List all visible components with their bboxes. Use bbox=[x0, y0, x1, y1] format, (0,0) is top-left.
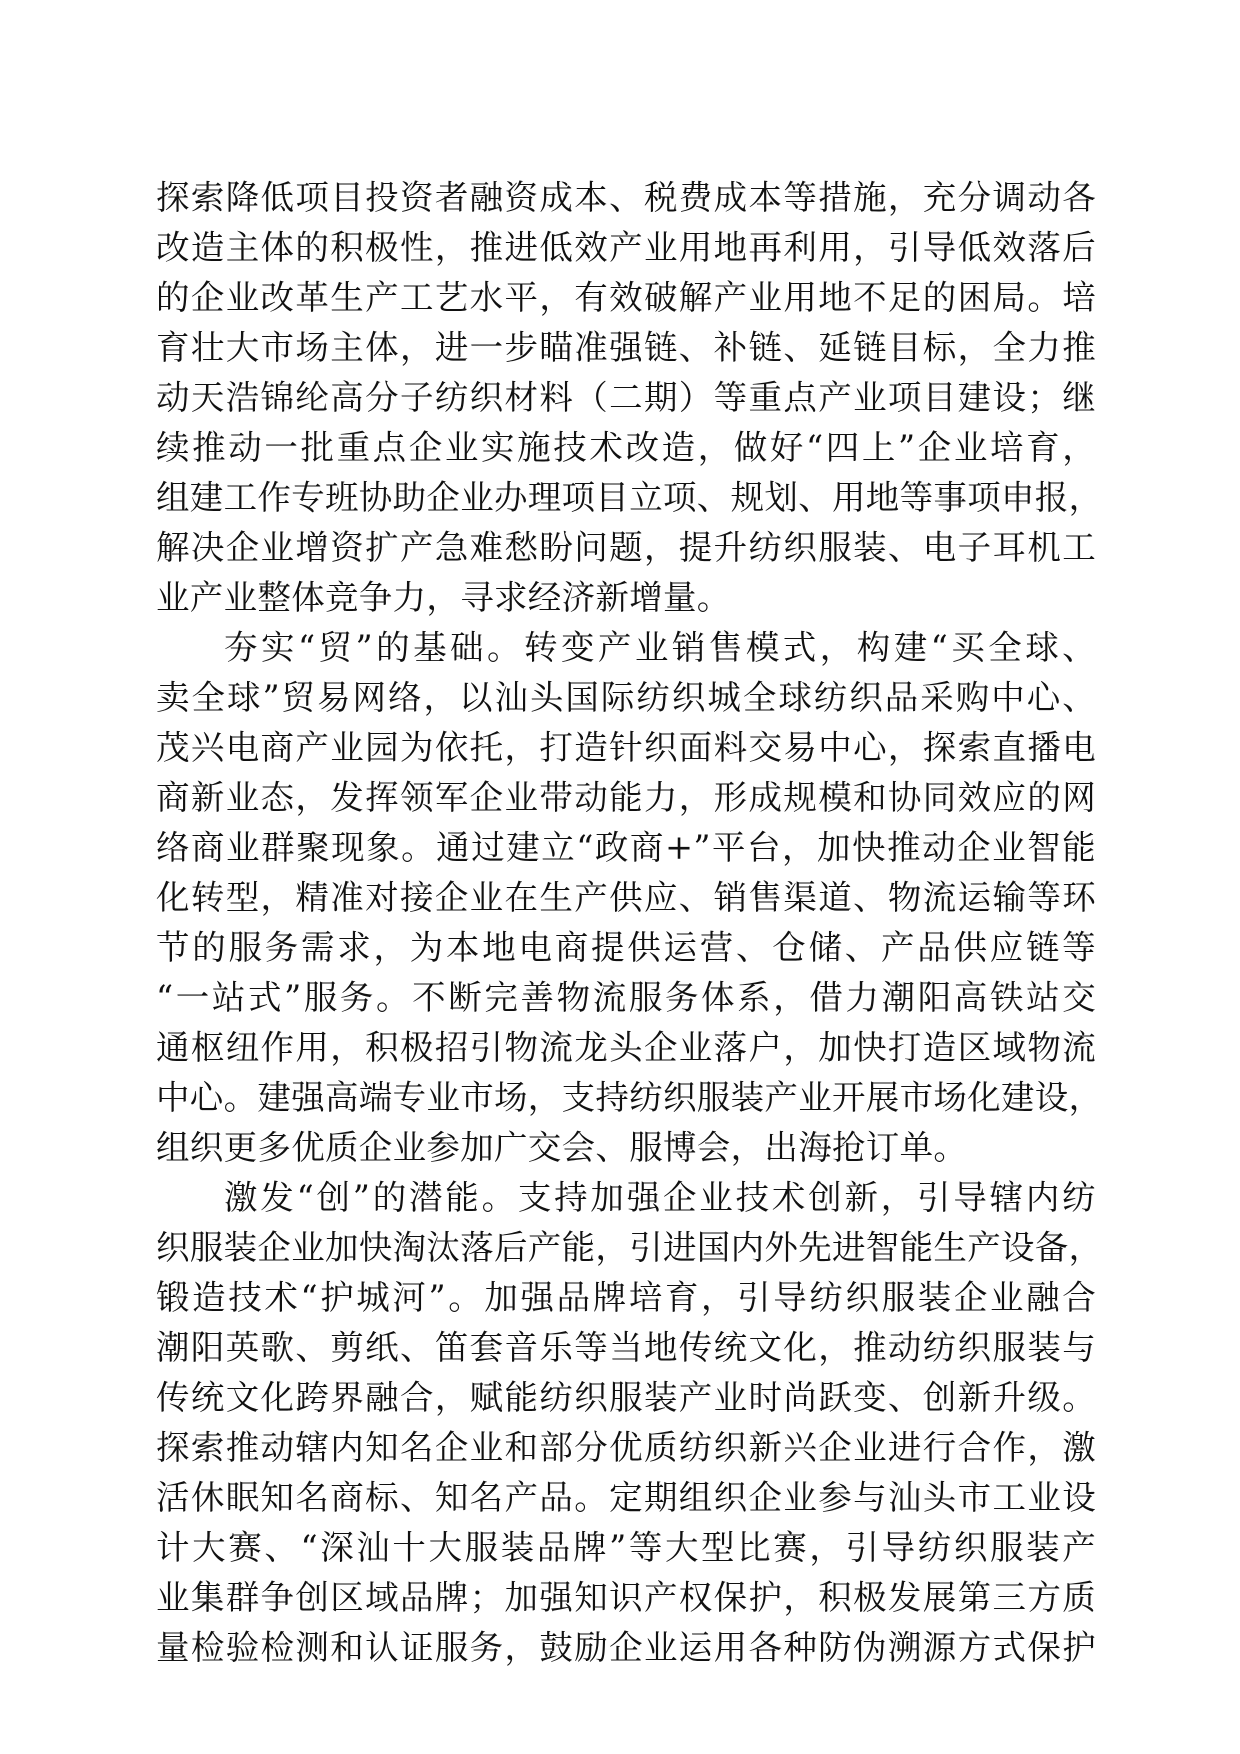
paragraph-trade bbox=[156, 623, 1103, 1173]
text-line: 通枢纽作用，积极招引物流龙头企业落户，加快打造区域物流 bbox=[156, 1028, 1096, 1067]
text-line: 茂兴电商产业园为依托，打造针织面料交易中心，探索直播电 bbox=[156, 728, 1096, 767]
text-line: 动天浩锦纶高分子纺织材料（二期）等重点产业项目建设；继 bbox=[156, 378, 1096, 417]
text-line: 传统文化跨界融合，赋能纺织服装产业时尚跃变、创新升级。 bbox=[156, 1378, 1096, 1417]
paragraph-innovation bbox=[156, 1173, 1103, 1673]
text-line: 量检验检测和认证服务，鼓励企业运用各种防伪溯源方式保护 bbox=[156, 1628, 1096, 1667]
text-line: 节的服务需求，为本地电商提供运营、仓储、产品供应链等 bbox=[156, 928, 1096, 967]
text-line: 组建工作专班协助企业办理项目立项、规划、用地等事项申报， bbox=[156, 478, 1103, 517]
text-line: 织服装企业加快淘汰落后产能，引进国内外先进智能生产设备， bbox=[156, 1228, 1103, 1267]
text-line: 解决企业增资扩产急难愁盼问题，提升纺织服装、电子耳机工 bbox=[156, 528, 1096, 567]
text-line: 改造主体的积极性，推进低效产业用地再利用，引导低效落后 bbox=[156, 228, 1096, 267]
text-line: 的企业改革生产工艺水平，有效破解产业用地不足的困局。培 bbox=[156, 278, 1096, 317]
text-line: 络商业群聚现象。通过建立“政商+”平台，加快推动企业智能 bbox=[156, 828, 1096, 867]
paragraph-land-use bbox=[156, 173, 1103, 623]
text-line: 化转型，精准对接企业在生产供应、销售渠道、物流运输等环 bbox=[156, 878, 1096, 917]
text-line: 探索推动辖内知名企业和部分优质纺织新兴企业进行合作，激 bbox=[156, 1428, 1096, 1467]
text-line: 探索降低项目投资者融资成本、税费成本等措施，充分调动各 bbox=[156, 178, 1096, 217]
text-line: “一站式”服务。不断完善物流服务体系，借力潮阳高铁站交 bbox=[156, 978, 1096, 1017]
text-line: 组织更多优质企业参加广交会、服博会，出海抢订单。 bbox=[156, 1128, 968, 1167]
text-line: 潮阳英歌、剪纸、笛套音乐等当地传统文化，推动纺织服装与 bbox=[156, 1328, 1096, 1367]
text-line: 锻造技术“护城河”。加强品牌培育，引导纺织服装企业融合 bbox=[156, 1278, 1096, 1317]
text-line: 育壮大市场主体，进一步瞄准强链、补链、延链目标，全力推 bbox=[156, 328, 1096, 367]
text-line: 卖全球”贸易网络，以汕头国际纺织城全球纺织品采购中心、 bbox=[156, 678, 1096, 717]
text-line: 业集群争创区域品牌；加强知识产权保护，积极发展第三方质 bbox=[156, 1578, 1096, 1617]
document-body bbox=[156, 173, 1103, 1673]
text-line: 激发“创”的潜能。支持加强企业技术创新，引导辖内纺 bbox=[224, 1178, 1096, 1217]
text-line: 夯实“贸”的基础。转变产业销售模式，构建“买全球、 bbox=[224, 628, 1096, 667]
text-line: 活休眠知名商标、知名产品。定期组织企业参与汕头市工业设 bbox=[156, 1478, 1096, 1517]
text-line: 业产业整体竞争力，寻求经济新增量。 bbox=[156, 578, 731, 617]
text-line: 续推动一批重点企业实施技术改造，做好“四上”企业培育， bbox=[156, 428, 1096, 467]
text-line: 商新业态，发挥领军企业带动能力，形成规模和协同效应的网 bbox=[156, 778, 1096, 817]
text-line: 计大赛、“深汕十大服装品牌”等大型比赛，引导纺织服装产 bbox=[156, 1528, 1096, 1567]
text-line: 中心。建强高端专业市场，支持纺织服装产业开展市场化建设， bbox=[156, 1078, 1103, 1117]
